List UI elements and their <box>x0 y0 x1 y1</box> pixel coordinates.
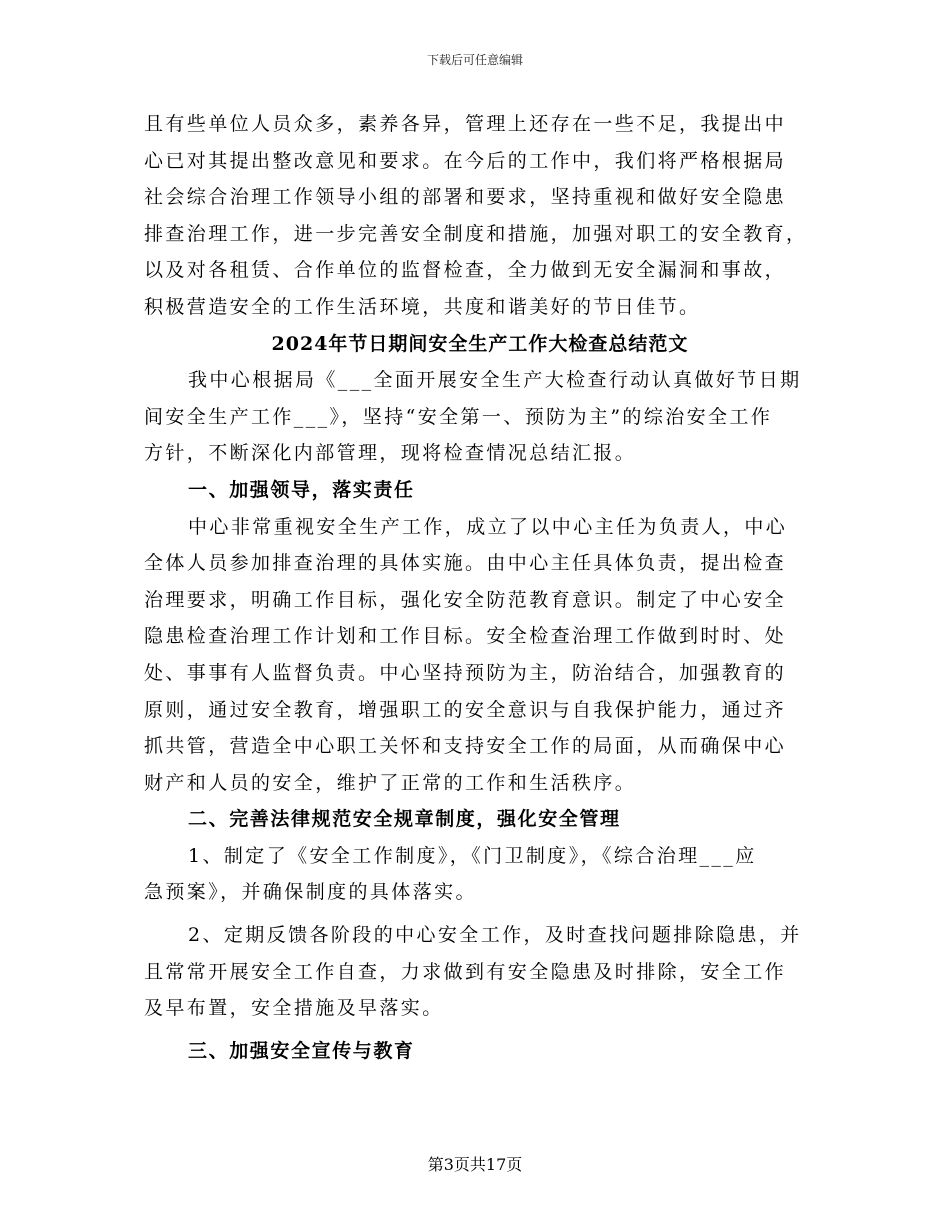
paragraph-line: 2、定期反馈各阶段的中心安全工作，及时查找问题排除隐患，并 <box>188 924 802 947</box>
paragraph-line: 间安全生产工作___》，坚持“安全第一、预防为主”的综治安全工作 <box>144 405 773 428</box>
paragraph-line: 积极营造安全的工作生活环境，共度和谐美好的节日佳节。 <box>144 295 701 318</box>
paragraph-line: 抓共管，营造全中心职工关怀和支持安全工作的局面，从而确保中心 <box>144 735 787 758</box>
paragraph-line: 全体人员参加排查治理的具体实施。由中心主任具体负责，提出检查 <box>144 552 787 575</box>
document-body <box>144 106 816 1069</box>
section-heading-3: 三、加强安全宣传与教育 <box>188 1039 415 1062</box>
paragraph-line: 且常常开展安全工作自查，力求做到有安全隐患及时排除，安全工作 <box>144 960 787 983</box>
paragraph-line: 且有些单位人员众多，素养各异，管理上还存在一些不足，我提出中 <box>144 113 787 135</box>
paragraph-line: 1、制定了《安全工作制度》，《门卫制度》，《综合治理___应 <box>188 844 757 867</box>
paragraph-line: 财产和人员的安全，维护了正常的工作和生活秩序。 <box>144 771 637 794</box>
page-number: 第3页共17页 <box>427 1155 523 1174</box>
section-heading-1: 一、加强领导，落实责任 <box>188 478 415 501</box>
paragraph-line: 治理要求，明确工作目标，强化安全防范教育意识。制定了中心安全 <box>144 588 787 611</box>
paragraph-line: 社会综合治理工作领导小组的部署和要求，坚持重视和做好安全隐患 <box>144 186 787 209</box>
paragraph-line: 排查治理工作，进一步完善安全制度和措施，加强对职工的安全教育， <box>144 222 808 245</box>
paragraph-line: 中心非常重视安全生产工作，成立了以中心主任为负责人，中心 <box>188 515 788 538</box>
paragraph-line: 处、事事有人监督负责。中心坚持预防为主，防治结合，加强教育的 <box>144 661 787 684</box>
paragraph-line: 以及对各租赁、合作单位的监督检查，全力做到无安全漏洞和事故， <box>144 259 787 282</box>
document-title: 2024年节日期间安全生产工作大检查总结范文 <box>271 332 689 355</box>
section-heading-2: 二、完善法律规范安全规章制度，强化安全管理 <box>188 808 621 831</box>
paragraph-line: 我中心根据局《___全面开展安全生产大检查行动认真做好节日期 <box>188 369 802 392</box>
paragraph-line: 方针，不断深化内部管理，现将检查情况总结汇报。 <box>144 442 637 465</box>
paragraph-line: 急预案》，并确保制度的具体落实。 <box>144 881 477 904</box>
paragraph-line: 隐患检查治理工作计划和工作目标。安全检查治理工作做到时时、处 <box>144 625 787 648</box>
paragraph-line: 心已对其提出整改意见和要求。在今后的工作中，我们将严格根据局 <box>144 149 787 172</box>
page-header-note: 下载后可任意编辑 <box>426 53 523 67</box>
paragraph-line: 及早布置，安全措施及早落实。 <box>144 997 444 1020</box>
paragraph-line: 原则，通过安全教育，增强职工的安全意识与自我保护能力，通过齐 <box>144 698 787 721</box>
